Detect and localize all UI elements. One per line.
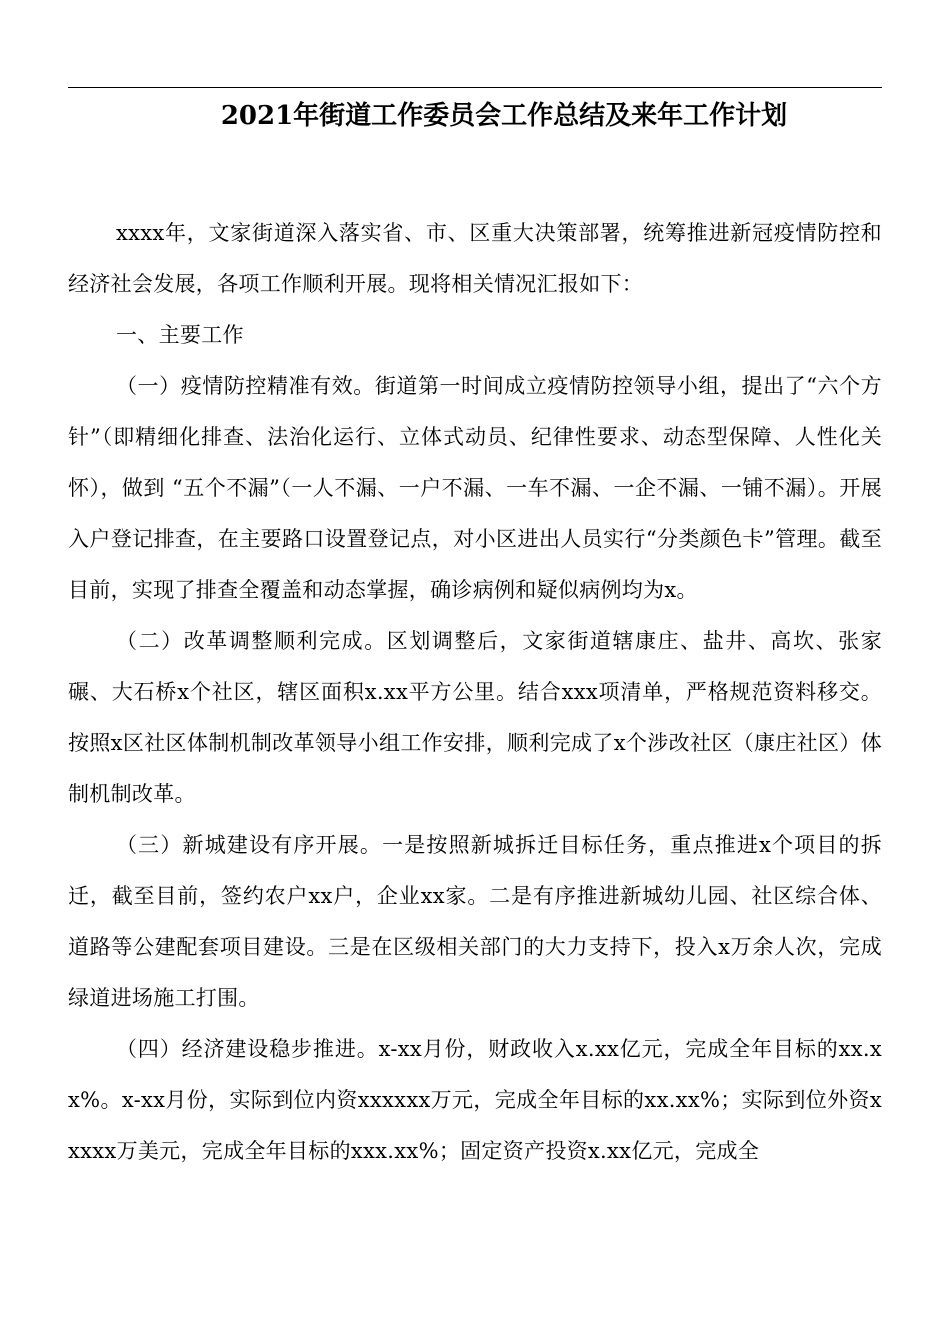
intro-paragraph: xxxx年，文家街道深入落实省、市、区重大决策部署，统筹推进新冠疫情防控和经济社会发展，各项工作顺利开展。现将相关情况汇报如下：: [68, 221, 882, 296]
document-body: [68, 208, 882, 1177]
paragraph-reform-adjustment: （二）改革调整顺利完成。区划调整后，文家街道辖康庄、盐井、高坎、张家碾、大石桥x个社区，辖区面积x.xx平方公里。结合xxx项清单，严格规范资料移交。按照x区社区体制机制改革领导小组工作安排，顺利完成了x个涉改社区（康庄社区）体制机制改革。: [68, 629, 882, 806]
paragraph-new-city-construction: （三）新城建设有序开展。一是按照新城拆迁目标任务，重点推进x个项目的拆迁，截至目前，签约农户xx户，企业xx家。二是有序推进新城幼儿园、社区综合体、道路等公建配套项目建设。三是在区级相关部门的大力支持下，投入x万余人次，完成绿道进场施工打围。: [68, 833, 882, 1010]
section-heading-main-work: 一、主要工作: [116, 323, 244, 347]
document-title: 2021年街道工作委员会工作总结及来年工作计划: [220, 101, 788, 131]
header-rule: [68, 87, 882, 88]
paragraph-epidemic-control: （一）疫情防控精准有效。街道第一时间成立疫情防控领导小组，提出了“六个方针”（即精细化排查、法治化运行、立体式动员、纪律性要求、动态型保障、人性化关怀），做到 “五个不漏”（一人不漏、一户不漏、一车不漏、一企不漏、一铺不漏）。开展入户登记排查，在主要路口设置登记点，对小区进出人员实行“分类颜色卡”管理。截至目前，实现了排查全覆盖和动态掌握，确诊病例和疑似病例均为x。: [68, 374, 882, 602]
paragraph-economic-construction: （四）经济建设稳步推进。x-xx月份，财政收入x.xx亿元，完成全年目标的xx.xx%。x-xx月份，实际到位内资xxxxxx万元，完成全年目标的xx.xx%；实际到位外资xxxxx万美元，完成全年目标的xxx.xx%；固定资产投资x.xx亿元，完成全: [68, 1037, 882, 1163]
